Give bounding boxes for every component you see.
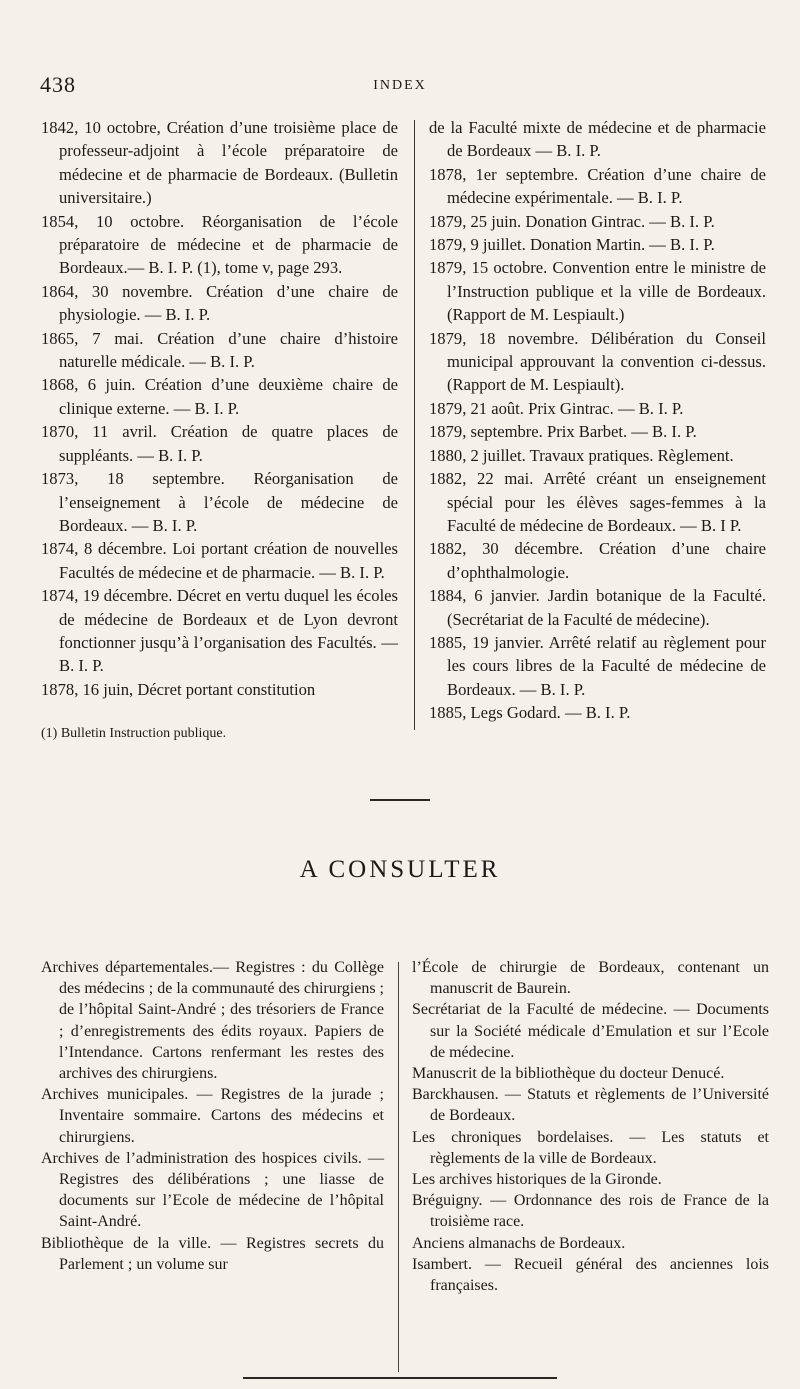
index-entry: 1885, Legs Godard. — B. I. P. bbox=[429, 703, 631, 723]
index-entry: 1874, 8 décembre. Loi portant création de nouvelles Facultés de médecine et de pharmacie. — B. I. P. bbox=[41, 539, 398, 582]
source-entry: Bréguigny. — Ordonnance des rois de France de la troisième race. bbox=[412, 1192, 769, 1231]
source-entry: Les chroniques bordelaises. — Les statuts et règlements de la ville de Bordeaux. bbox=[412, 1128, 769, 1167]
index-entry: 1868, 6 juin. Création d’une deuxième chaire de clinique externe. — B. I. P. bbox=[41, 375, 398, 418]
consult-right-column bbox=[412, 957, 769, 1296]
source-entry: Anciens almanachs de Bordeaux. bbox=[412, 1234, 626, 1252]
index-entry: 1879, 9 juillet. Donation Martin. — B. I. P. bbox=[429, 235, 715, 255]
source-entry: Archives de l’administration des hospices civils. — Registres des délibérations ; une liasse de documents sur l’Ecole de médecine de l’hôpital Saint-André. bbox=[41, 1149, 384, 1231]
index-entry: 1884, 6 janvier. Jardin botanique de la Faculté. (Secrétariat de la Faculté de médecine). bbox=[429, 586, 766, 629]
consult-left-column bbox=[41, 957, 384, 1275]
index-entry: 1878, 16 juin, Décret portant constitution bbox=[41, 679, 316, 699]
index-entry: 1879, 15 octobre. Convention entre le ministre de l’Instruction publique et la ville de Bordeaux. (Rapport de M. Lespiault.) bbox=[429, 258, 766, 325]
left-column bbox=[41, 116, 398, 701]
index-entry: 1870, 11 avril. Création de quatre places de suppléants. — B. I. P. bbox=[41, 422, 398, 465]
source-entry: Archives départementales.— Registres : du Collège des médecins ; de la communauté des chirurgiens ; de l’hôpital Saint-André ; des trésoriers de France ; d’enregistrements des édits royaux. Papiers de l’Intendance. Cartons renfermant les restes des archives des chirurgiens. bbox=[41, 959, 384, 1083]
source-entry: Manuscrit de la bibliothèque du docteur Denucé. bbox=[412, 1065, 725, 1083]
running-title: INDEX bbox=[373, 78, 427, 93]
index-entry: 1885, 19 janvier. Arrêté relatif au règlement pour les cours libres de la Faculté de médecine de Bordeaux. — B. I. P. bbox=[429, 632, 766, 699]
source-entry: l’École de chirurgie de Bordeaux, contenant un manuscrit de Baurein. bbox=[412, 959, 769, 998]
source-entry: Isambert. — Recueil général des anciennes lois françaises. bbox=[412, 1255, 769, 1295]
index-entry: 1880, 2 juillet. Travaux pratiques. Règlement. bbox=[429, 445, 734, 465]
index-entry: 1874, 19 décembre. Décret en vertu duquel les écoles de médecine de Bordeaux et de Lyon devront fonctionner jusqu’à l’organisation des Facultés. — B. I. P. bbox=[41, 586, 398, 676]
index-entry: 1878, 1er septembre. Création d’une chaire de médecine expérimentale. — B. I. P. bbox=[429, 164, 766, 208]
index-entry: de la Faculté mixte de médecine et de pharmacie de Bordeaux — B. I. P. bbox=[429, 118, 766, 161]
index-entry: 1879, 21 août. Prix Gintrac. — B. I. P. bbox=[429, 398, 684, 418]
index-entry: 1879, 18 novembre. Délibération du Conseil municipal approuvant la convention ci-dessus. (Rapport de M. Lespiault). bbox=[429, 328, 766, 395]
index-entry: 1873, 18 septembre. Réorganisation de l’enseignement à l’école de médecine de Bordeaux. — B. I. P. bbox=[41, 469, 398, 535]
source-entry: Barckhausen. — Statuts et règlements de l’Université de Bordeaux. bbox=[412, 1086, 769, 1125]
source-entry: Archives municipales. — Registres de la jurade ; Inventaire sommaire. Cartons des médecins et chirurgiens. bbox=[41, 1086, 384, 1146]
section-divider bbox=[370, 799, 430, 801]
right-column bbox=[429, 116, 766, 725]
source-entry: Les archives historiques de la Gironde. bbox=[412, 1171, 662, 1189]
section-title: A CONSULTER bbox=[299, 856, 501, 883]
index-entry: 1882, 30 décembre. Création d’une chaire d’ophthalmologie. bbox=[429, 539, 766, 582]
source-entry: Secrétariat de la Faculté de médecine. — Documents sur la Société médicale d’Emulation et sur l’Ecole de médecine. bbox=[412, 1001, 769, 1061]
index-entry: 1854, 10 octobre. Réorganisation de l’école préparatoire de médecine et de pharmacie de Bordeaux.— B. I. P. (1), tome v, page 293. bbox=[41, 211, 398, 278]
index-entry: 1879, 25 juin. Donation Gintrac. — B. I. P. bbox=[429, 211, 715, 231]
footnote: (1) Bulletin Instruction publique. bbox=[41, 726, 227, 741]
column-divider bbox=[414, 120, 415, 730]
index-entry: 1882, 22 mai. Arrêté créant un enseignement spécial pour les élèves sages-femmes à la Faculté de médecine de Bordeaux. — B. I P. bbox=[429, 469, 766, 535]
index-entry: 1865, 7 mai. Création d’une chaire d’histoire naturelle médicale. — B. I. P. bbox=[41, 328, 398, 372]
source-entry: Bibliothèque de la ville. — Registres secrets du Parlement ; un volume sur bbox=[41, 1234, 384, 1273]
page-number: 438 bbox=[40, 72, 76, 97]
index-entry: 1842, 10 octobre, Création d’une troisième place de professeur-adjoint à l’école préparatoire de médecine et de pharmacie de Bordeaux. (Bulletin universitaire.) bbox=[41, 118, 398, 208]
index-entry: 1864, 30 novembre. Création d’une chaire de physiologie. — B. I. P. bbox=[41, 281, 398, 325]
bottom-rule bbox=[243, 1377, 557, 1379]
column-divider bbox=[398, 962, 399, 1372]
index-entry: 1879, septembre. Prix Barbet. — B. I. P. bbox=[429, 422, 697, 442]
